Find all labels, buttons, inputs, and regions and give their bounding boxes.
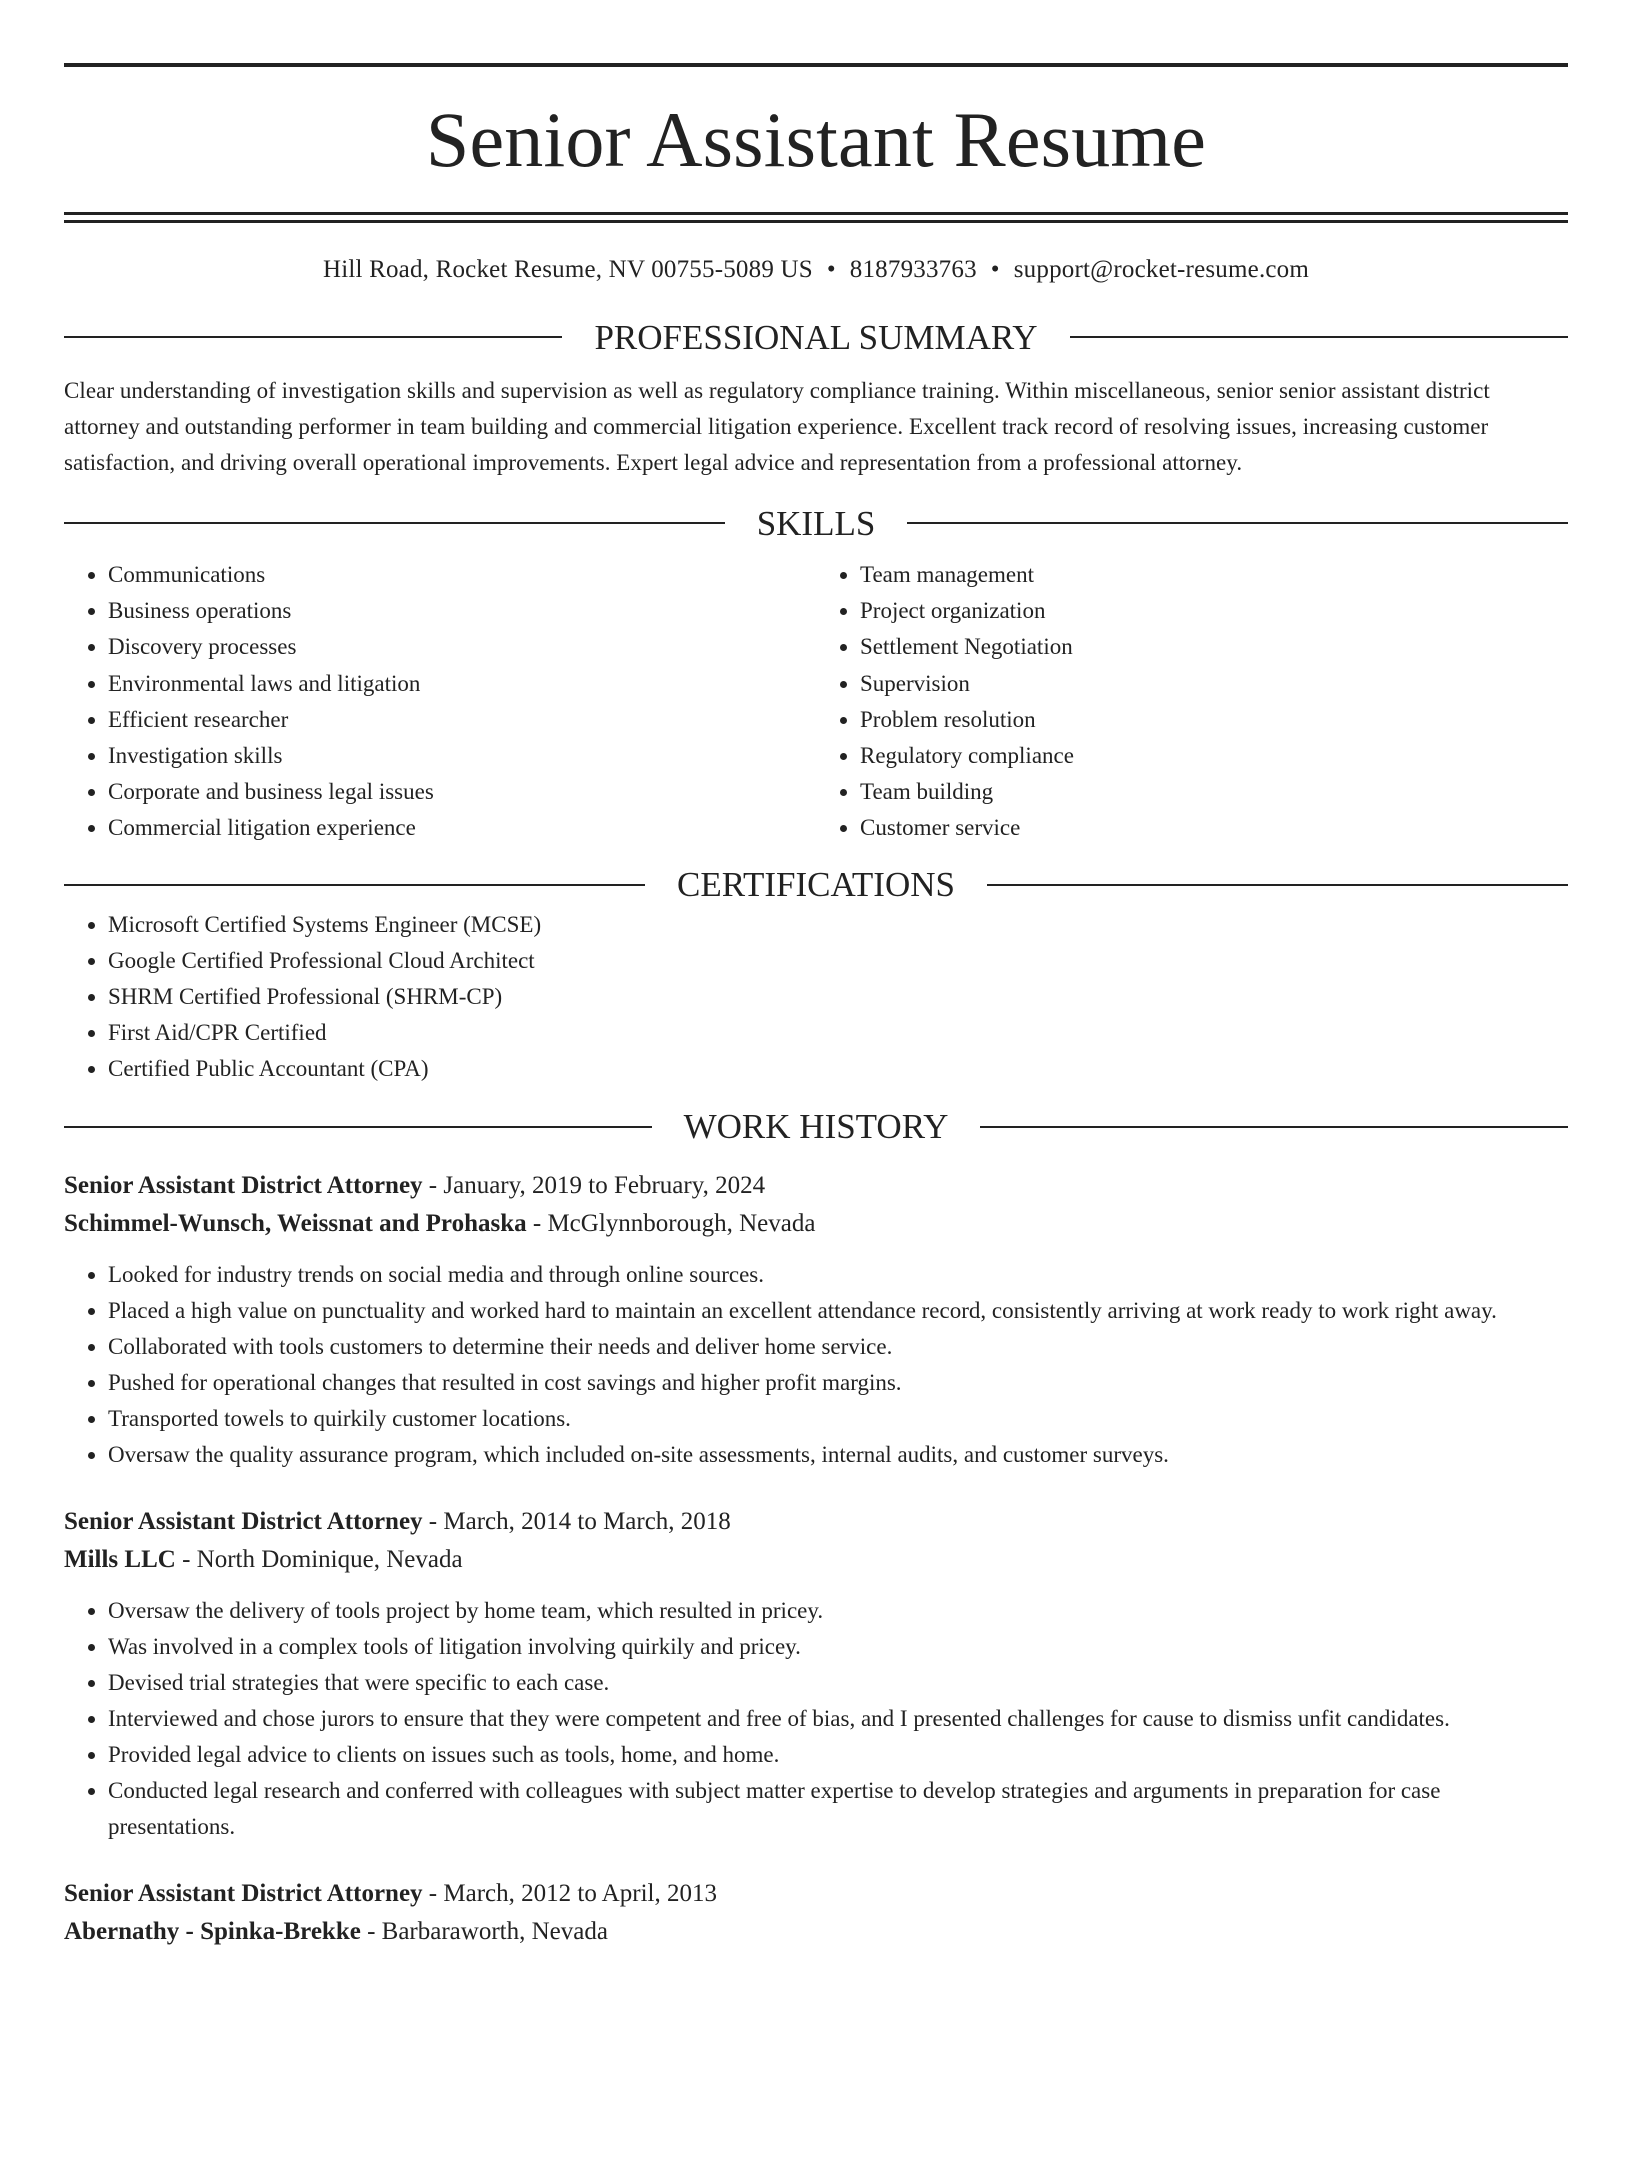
job-title: Senior Assistant District Attorney [64, 1171, 423, 1199]
section-title: CERTIFICATIONS [677, 865, 955, 905]
skill-item: • Supervision [860, 666, 1568, 702]
section-title: SKILLS [756, 503, 876, 543]
heading-rule-right [980, 1126, 1568, 1128]
title-double-rule [64, 212, 1568, 223]
job-entry [64, 1875, 1568, 1951]
contact-phone[interactable]: 8187933763 [849, 256, 977, 283]
job-location: - McGlynnborough, Nevada [526, 1209, 816, 1237]
heading-rule-right [1070, 336, 1568, 338]
heading-rule-left [64, 1126, 652, 1128]
job-duty: • Oversaw the quality assurance program, which included on-site assessments, internal audits, and customer surveys. [108, 1437, 1568, 1473]
job-duty: • Collaborated with tools customers to determine their needs and deliver home service. [108, 1329, 1568, 1365]
job-dates: - March, 2014 to March, 2018 [422, 1507, 731, 1535]
skills-list-left [64, 557, 816, 847]
contact-separator: • [826, 256, 836, 283]
contact-address: Hill Road, Rocket Resume, NV 00755-5089 US [322, 256, 813, 283]
contact-email[interactable]: support@rocket-resume.com [1013, 256, 1310, 283]
job-company-line [64, 1541, 1568, 1579]
job-company: Mills LLC [64, 1545, 176, 1573]
skills-list-right [816, 557, 1568, 847]
section-title: WORK HISTORY [683, 1107, 949, 1147]
skill-item: • Communications [108, 557, 816, 593]
job-company-line [64, 1913, 1568, 1951]
skill-item: • Efficient researcher [108, 702, 816, 738]
certification-item: • Microsoft Certified Systems Engineer (MCSE) [108, 907, 1568, 943]
job-title: Senior Assistant District Attorney [64, 1507, 423, 1535]
job-duty: • Looked for industry trends on social media and through online sources. [108, 1257, 1568, 1293]
skill-item: • Corporate and business legal issues [108, 774, 816, 810]
job-company: Abernathy - Spinka-Brekke [64, 1917, 361, 1945]
job-title-line [64, 1167, 1568, 1205]
skill-item: • Investigation skills [108, 738, 816, 774]
contact-separator: • [990, 256, 1000, 283]
job-company-line [64, 1205, 1568, 1243]
job-entry [64, 1503, 1568, 1845]
job-title-line [64, 1875, 1568, 1913]
certification-item: • Certified Public Accountant (CPA) [108, 1051, 1568, 1087]
professional-summary: Clear understanding of investigation skills and supervision as well as regulatory compliance training. Within miscellaneous, senior senior assistant district attorney and outstanding performer in team building and commercial litigation experience. Excellent track record of resolving issues, increasing customer satisfaction, and driving overall operational improvements. Expert legal advice and representation from a professional attorney. [64, 378, 1490, 475]
skill-item: • Problem resolution [860, 702, 1568, 738]
job-location: - North Dominique, Nevada [175, 1545, 463, 1573]
job-location: - Barbaraworth, Nevada [360, 1917, 608, 1945]
skill-item: • Settlement Negotiation [860, 629, 1568, 665]
job-duties-list [64, 1593, 1568, 1845]
skill-item: • Commercial litigation experience [108, 810, 816, 846]
certification-item: • SHRM Certified Professional (SHRM-CP) [108, 979, 1568, 1015]
skill-item: • Team management [860, 557, 1568, 593]
job-duty: • Devised trial strategies that were specific to each case. [108, 1665, 1568, 1701]
resume-title: Senior Assistant Resume [425, 96, 1207, 183]
job-duty: • Transported towels to quirkily customer locations. [108, 1401, 1568, 1437]
job-duties-list [64, 1257, 1568, 1473]
skill-item: • Customer service [860, 810, 1568, 846]
heading-rule-right [907, 522, 1568, 524]
skills-columns [64, 557, 1568, 847]
job-company: Schimmel-Wunsch, Weissnat and Prohaska [64, 1209, 527, 1237]
job-duty: • Provided legal advice to clients on issues such as tools, home, and home. [108, 1737, 1568, 1773]
skill-item: • Team building [860, 774, 1568, 810]
section-heading-skills [64, 501, 1568, 545]
heading-rule-left [64, 336, 562, 338]
job-entry [64, 1167, 1568, 1473]
job-duty: • Placed a high value on punctuality and worked hard to maintain an excellent attendance record, consistently arriving at work ready to work right away. [108, 1293, 1568, 1329]
skill-item: • Environmental laws and litigation [108, 666, 816, 702]
job-title-line [64, 1503, 1568, 1541]
section-heading-certifications [64, 863, 1568, 907]
skill-item: • Discovery processes [108, 629, 816, 665]
section-title: PROFESSIONAL SUMMARY [594, 317, 1038, 357]
skill-item: • Regulatory compliance [860, 738, 1568, 774]
resume-page [0, 63, 1632, 2175]
job-dates: - January, 2019 to February, 2024 [422, 1171, 766, 1199]
job-duty: • Oversaw the delivery of tools project by home team, which resulted in pricey. [108, 1593, 1568, 1629]
top-rule [64, 63, 1568, 67]
contact-line [64, 255, 1568, 285]
section-heading-work-history [64, 1105, 1568, 1149]
job-title: Senior Assistant District Attorney [64, 1879, 423, 1907]
certification-item: • Google Certified Professional Cloud Architect [108, 943, 1568, 979]
job-duty: • Interviewed and chose jurors to ensure that they were competent and free of bias, and I presented challenges for cause to dismiss unfit candidates. [108, 1701, 1568, 1737]
heading-rule-right [987, 884, 1568, 886]
section-heading-summary [64, 315, 1568, 359]
job-duty: • Pushed for operational changes that resulted in cost savings and higher profit margins. [108, 1365, 1568, 1401]
heading-rule-left [64, 884, 645, 886]
job-dates: - March, 2012 to April, 2013 [422, 1879, 717, 1907]
job-duty: • Was involved in a complex tools of litigation involving quirkily and pricey. [108, 1629, 1568, 1665]
certifications-list [64, 907, 1568, 1087]
certification-item: • First Aid/CPR Certified [108, 1015, 1568, 1051]
heading-rule-left [64, 522, 725, 524]
skill-item: • Project organization [860, 593, 1568, 629]
skill-item: • Business operations [108, 593, 816, 629]
job-duty: • Conducted legal research and conferred with colleagues with subject matter expertise to develop strategies and arguments in preparation for case presentations. [108, 1773, 1568, 1845]
